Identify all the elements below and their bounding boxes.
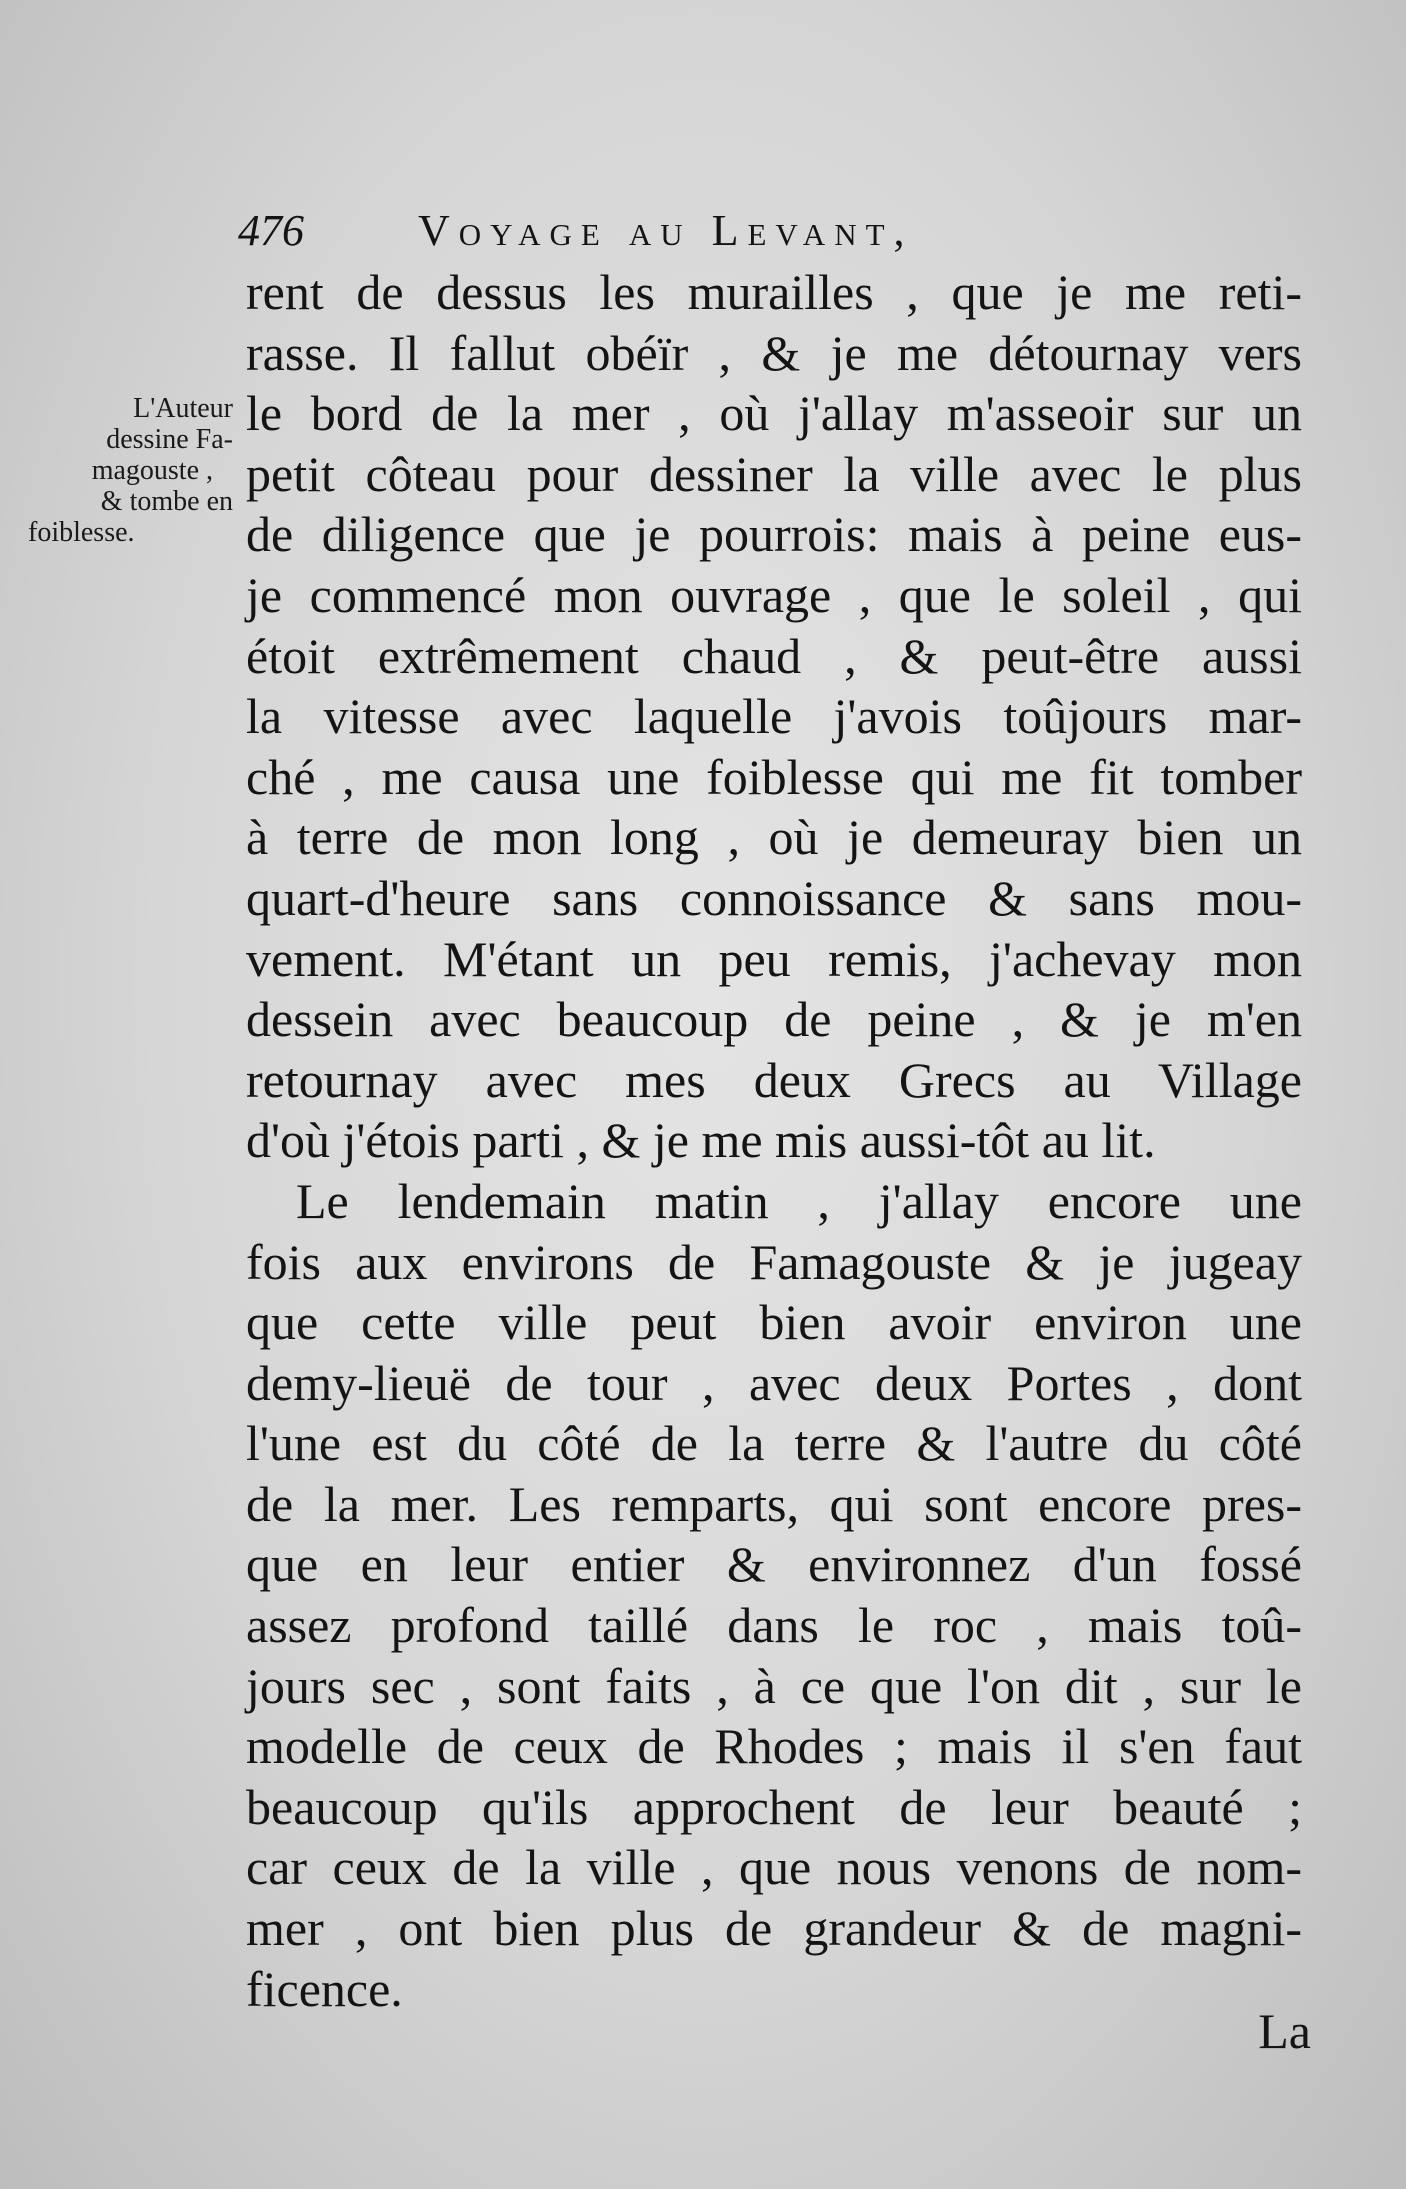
margin-note [28,393,233,548]
margin-note-line: & tombe en [100,486,233,517]
text-line: la vitesse avec laquelle j'avois toûjours mar- [246,688,1302,745]
text-line: de diligence que je pourrois: mais à peine eus- [246,506,1302,563]
text-line: Le lendemain matin , j'allay encore une [296,1172,1302,1229]
text-line: de la mer. Les remparts, qui sont encore pres- [246,1475,1302,1532]
text-line: retournay avec mes deux Grecs au Village [246,1051,1302,1108]
text-line: dessein avec beaucoup de peine , & je m'en [246,991,1302,1048]
text-line: vement. M'étant un peu remis, j'achevay mon [246,930,1302,987]
text-line: modelle de ceux de Rhodes ; mais il s'en faut [246,1718,1302,1775]
text-line: mer , ont bien plus de grandeur & de magni- [246,1900,1302,1957]
running-title: Voyage au Levant, [418,206,914,255]
margin-note-line: magouste , [91,455,213,486]
text-line: jours sec , sont faits , à ce que l'on dit , sur le [246,1657,1302,1714]
margin-note-line: foiblesse. [28,517,135,548]
text-line: quart-d'heure sans connoissance & sans mou- [246,869,1302,926]
text-line: je commencé mon ouvrage , que le soleil , qui [246,566,1302,623]
text-line: à terre de mon long , où je demeuray bien un [246,809,1302,866]
text-line: rasse. Il fallut obéïr , & je me détournay vers [246,324,1302,381]
catchword: La [1258,2003,1311,2059]
margin-note-line: dessine Fa- [106,424,233,455]
text-line: rent de dessus les murailles , que je me reti- [246,264,1302,320]
body-text [246,262,1302,2019]
text-line: petit côteau pour dessiner la ville avec le plus [246,445,1302,502]
text-line: le bord de la mer , où j'allay m'asseoir sur un [246,385,1302,442]
text-line: assez profond taillé dans le roc , mais toû- [246,1597,1302,1654]
text-line: fois aux environs de Famagouste & je jugeay [246,1233,1302,1290]
text-line: l'une est du côté de la terre & l'autre du côté [246,1415,1302,1472]
text-line: que en leur entier & environnez d'un fossé [246,1536,1302,1593]
text-line: ché , me causa une foiblesse qui me fit tomber [246,748,1302,805]
bleed-through-text [20,820,240,940]
text-line: ficence. [246,1960,403,2017]
text-line: que cette ville peut bien avoir environ une [246,1294,1302,1351]
text-line: d'où j'étois parti , & je me mis aussi-tôt au lit. [246,1112,1156,1169]
running-head [238,205,1238,265]
page-number: 476 [238,206,304,255]
margin-note-line: L'Auteur [133,393,233,424]
text-line: demy-lieuë de tour , avec deux Portes , dont [246,1354,1302,1411]
text-line: beaucoup qu'ils approchent de leur beauté ; [246,1778,1302,1835]
text-line: car ceux de la ville , que nous venons de nom- [246,1839,1302,1896]
text-line: étoit extrêmement chaud , & peut-être aussi [246,627,1302,684]
